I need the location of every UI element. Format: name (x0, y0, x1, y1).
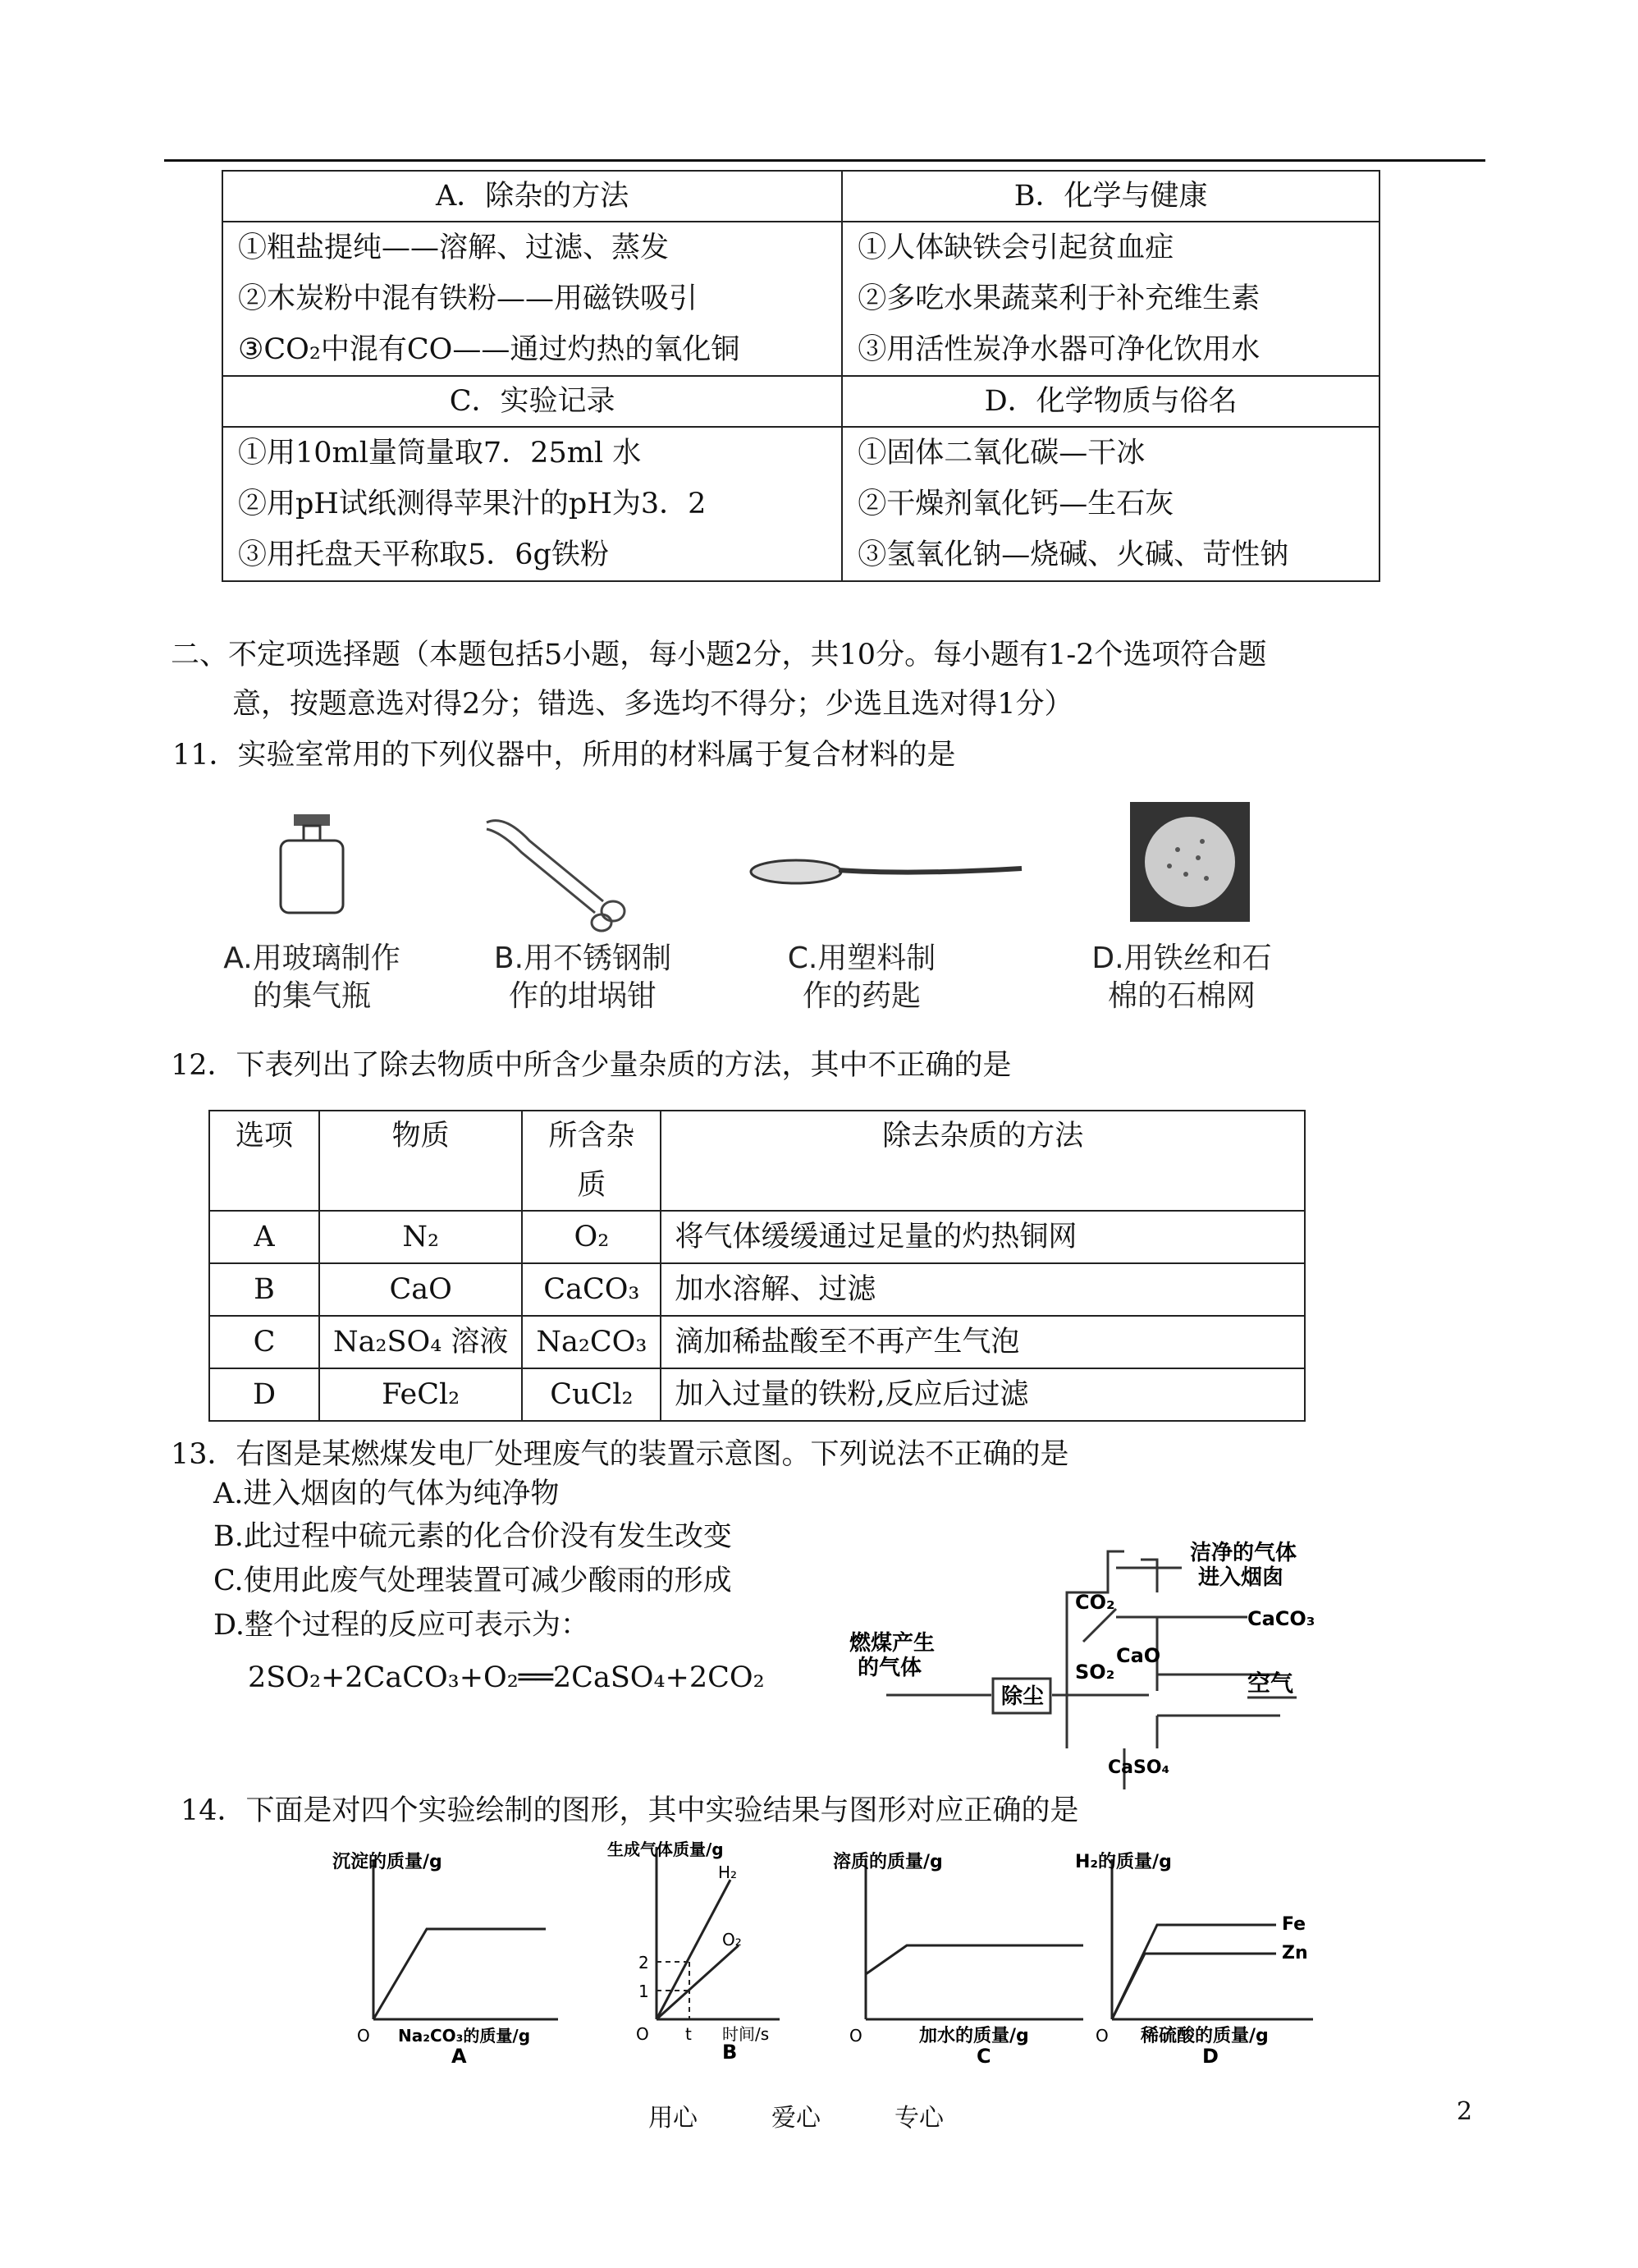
q13-option-d: D.整个过程的反应可表示为： (213, 1609, 589, 1642)
row-substance: CaO (319, 1263, 522, 1316)
q11-option-b-line1: B.用不锈钢制 (493, 942, 672, 975)
table1-c-item: ①用10ml量筒量取7．25ml 水 (238, 437, 642, 470)
row-impurity: CuCl₂ (522, 1368, 661, 1421)
q11-option-a-line2: 的集气瓶 (252, 979, 371, 1013)
q14-question: 14．下面是对四个实验绘制的图形，其中实验结果与图形对应正确的是 (181, 1794, 1079, 1827)
impurity-table (208, 1110, 1306, 1422)
summary-table (222, 170, 1380, 582)
row-impurity: CaCO₃ (522, 1263, 661, 1316)
row-impurity: O₂ (522, 1211, 661, 1263)
table1-a-item: ③CO₂中混有CO——通过灼热的氧化铜 (238, 333, 740, 366)
graph-b-h2-label: H₂ (718, 1863, 738, 1882)
footer-mid: 爱心 (771, 2104, 821, 2133)
graph-a-y-label: 沉淀的质量/g (332, 1852, 442, 1872)
header-option: 选项 (209, 1111, 319, 1211)
q11-option-c-line1: C.用塑料制 (787, 942, 936, 975)
table1-b-item: ③用活性炭净水器可净化饮用水 (858, 333, 1261, 366)
graph-b-t-label: t (685, 2024, 692, 2044)
graph-d-fe-label: Fe (1282, 1914, 1306, 1935)
row-option: B (209, 1263, 319, 1316)
q13-question: 13．右图是某燃煤发电厂处理废气的装置示意图。下列说法不正确的是 (171, 1438, 1069, 1471)
q11-question: 11．实验室常用的下列仪器中，所用的材料属于复合材料的是 (172, 739, 956, 772)
graph-a-x-label: Na₂CO₃的质量/g (398, 2026, 531, 2046)
graph-b-o2-label: O₂ (722, 1930, 742, 1950)
q11-option-c (747, 940, 977, 1015)
flue-gas-diagram (837, 1527, 1346, 1789)
row-substance: FeCl₂ (319, 1368, 522, 1421)
q13-option-c: C.使用此废气处理装置可减少酸雨的形成 (213, 1565, 732, 1597)
table1-d-item: ②干燥剂氧化钙—生石灰 (858, 488, 1174, 520)
graph-d-origin: O (1096, 2026, 1109, 2046)
graph-b (599, 1839, 804, 2060)
graph-d-y-label: H₂的质量/g (1075, 1852, 1172, 1872)
table1-c-title: C．实验记录 (222, 376, 842, 427)
q12-question: 12．下表列出了除去物质中所含少量杂质的方法，其中不正确的是 (171, 1049, 1012, 1082)
q11-option-c-line2: 作的药匙 (802, 979, 921, 1013)
diagram-dust-removal: 除尘 (1001, 1684, 1045, 1709)
q11-option-d-line1: D.用铁丝和石 (1091, 942, 1272, 975)
table1-d-item: ③氢氧化钠—烧碱、火碱、苛性钠 (858, 538, 1289, 571)
table1-d-item: ①固体二氧化碳—干冰 (858, 437, 1146, 470)
graph-a (328, 1851, 566, 2064)
table1-d-items (842, 427, 1379, 581)
footer-left: 用心 (648, 2104, 698, 2133)
graph-d-x-label: 稀硫酸的质量/g (1141, 2026, 1269, 2046)
diagram-coal-gas-1: 燃煤产生 (849, 1631, 936, 1656)
table-row (209, 1211, 1305, 1263)
row-substance: Na₂SO₄ 溶液 (319, 1316, 522, 1368)
graph-a-origin: O (357, 2026, 370, 2046)
q13-option-a: A.进入烟囱的气体为纯净物 (213, 1478, 560, 1510)
row-method: 将气体缓缓通过足量的灼热铜网 (661, 1211, 1305, 1263)
diagram-coal-gas-2: 的气体 (858, 1656, 922, 1680)
diagram-caso4: CaSO₄ (1108, 1757, 1170, 1778)
diagram-co2: CO₂ (1075, 1591, 1115, 1614)
table-row (209, 1316, 1305, 1368)
row-method: 加水溶解、过滤 (661, 1263, 1305, 1316)
q11-option-b (468, 940, 698, 1015)
row-option: C (209, 1316, 319, 1368)
page-number: 2 (1457, 2097, 1473, 2126)
asbestos-gauze-icon (1128, 800, 1251, 923)
q11-option-a-line1: A.用玻璃制作 (223, 942, 400, 975)
row-impurity: Na₂CO₃ (522, 1316, 661, 1368)
table1-c-item: ②用pH试纸测得苹果汁的pH为3．2 (238, 488, 707, 520)
q13-equation: 2SO₂+2CaCO₃+O₂══2CaSO₄+2CO₂ (248, 1661, 765, 1694)
diagram-caco3: CaCO₃ (1247, 1607, 1315, 1630)
medicine-spoon-icon (747, 845, 1026, 911)
table1-b-item: ①人体缺铁会引起贫血症 (858, 231, 1174, 264)
row-option: A (209, 1211, 319, 1263)
header-rule (164, 159, 1485, 162)
table1-a-title: A．除杂的方法 (222, 171, 842, 222)
q11-option-b-line2: 作的坩埚钳 (508, 979, 657, 1013)
table1-c-items (222, 427, 842, 581)
table1-c-item: ③用托盘天平称取5．6g铁粉 (238, 538, 609, 571)
q11-option-d (1067, 940, 1297, 1015)
header-substance: 物质 (319, 1111, 522, 1211)
table1-a-items (222, 222, 842, 376)
graph-b-tick-1: 1 (638, 1982, 649, 2001)
gas-bottle-icon (271, 813, 353, 915)
diagram-clean-gas-2: 进入烟囱 (1198, 1565, 1284, 1590)
graph-d-caption: D (1202, 2045, 1219, 2064)
graph-d-zn-label: Zn (1282, 1943, 1308, 1963)
graph-c-origin: O (849, 2026, 862, 2046)
graph-b-tick-2: 2 (638, 1953, 649, 1972)
crucible-tongs-icon (480, 811, 636, 934)
graph-d (1067, 1851, 1329, 2064)
table1-d-title: D．化学物质与俗名 (842, 376, 1379, 427)
diagram-clean-gas-1: 洁净的气体 (1190, 1541, 1297, 1565)
q13-option-b: B.此过程中硫元素的化合价没有发生改变 (213, 1520, 732, 1553)
graph-b-x-label: 时间/s (722, 2024, 770, 2044)
table1-a-item: ②木炭粉中混有铁粉——用磁铁吸引 (238, 282, 698, 315)
footer-right: 专心 (894, 2104, 944, 2133)
graph-c (829, 1851, 1091, 2064)
graph-c-caption: C (977, 2045, 991, 2064)
graph-c-y-label: 溶质的质量/g (833, 1852, 943, 1872)
graph-c-x-label: 加水的质量/g (919, 2026, 1029, 2046)
diagram-cao: CaO (1116, 1644, 1161, 1667)
table1-b-item: ②多吃水果蔬菜利于补充维生素 (858, 282, 1261, 315)
table1-b-items (842, 222, 1379, 376)
graph-b-y-label: 生成气体质量/g (607, 1840, 724, 1859)
diagram-so2: SO₂ (1075, 1661, 1115, 1684)
row-substance: N₂ (319, 1211, 522, 1263)
section2-line1: 二、不定项选择题（本题包括5小题，每小题2分，共10分。每小题有1-2个选项符合题 (171, 639, 1267, 671)
graph-a-caption: A (451, 2045, 467, 2064)
row-option: D (209, 1368, 319, 1421)
q11-option-d-line2: 棉的石棉网 (1107, 979, 1256, 1013)
header-impurity-line1: 所含杂 (548, 1120, 635, 1152)
table1-a-item: ①粗盐提纯——溶解、过滤、蒸发 (238, 231, 670, 264)
diagram-air: 空气 (1247, 1670, 1294, 1697)
section2-line2: 意，按题意选对得2分；错选、多选均不得分；少选且选对得1分） (232, 688, 1073, 721)
table-row (209, 1263, 1305, 1316)
graph-b-caption: B (722, 2041, 738, 2060)
q11-option-a (197, 940, 427, 1015)
header-method: 除去杂质的方法 (661, 1111, 1305, 1211)
graph-b-origin: O (636, 2024, 649, 2044)
row-method: 滴加稀盐酸至不再产生气泡 (661, 1316, 1305, 1368)
table-row (209, 1368, 1305, 1421)
table1-b-title: B．化学与健康 (842, 171, 1379, 222)
header-impurity (522, 1111, 661, 1211)
row-method: 加入过量的铁粉,反应后过滤 (661, 1368, 1305, 1421)
header-impurity-line2: 质 (577, 1169, 606, 1202)
